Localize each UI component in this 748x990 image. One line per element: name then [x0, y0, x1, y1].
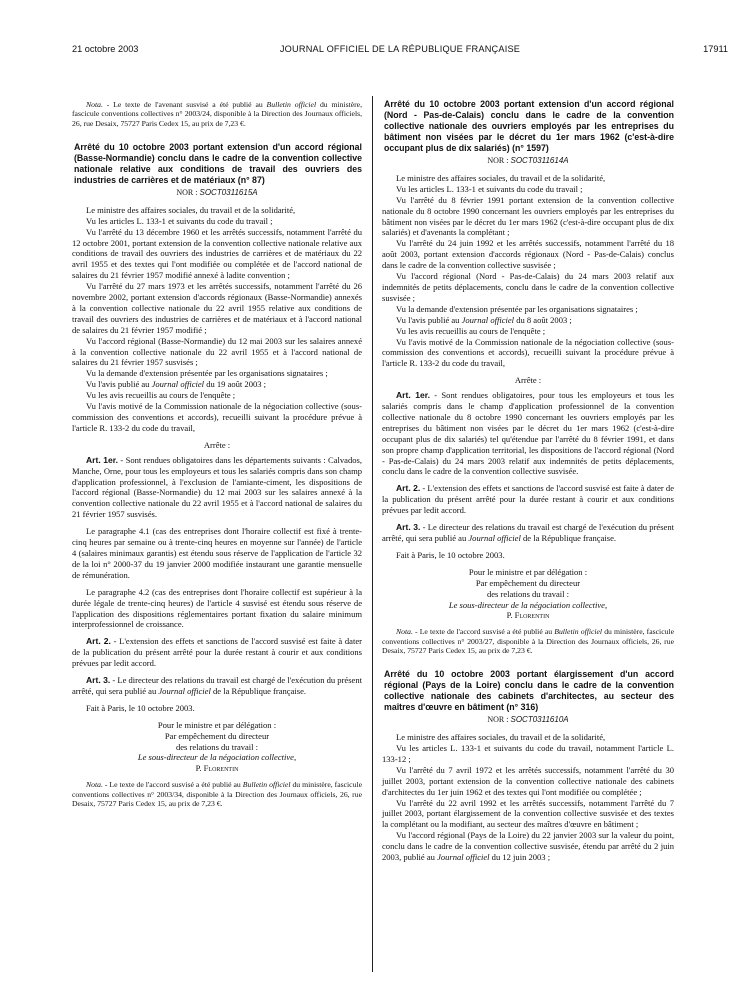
nor-reference: NOR : SOCT0311610A [487, 715, 569, 725]
paragraph-4-2: Le paragraphe 4.2 (cas des entreprises dont l'horaire collectif est supérieur à la durée légale de trente-cinq heures) de l'article 4 susvisé est étendu sous réserve de l'application des dispositions réglementaires portant fixation du salaire minimum interprofessionnel de croissance. [72, 586, 362, 630]
paragraph: Vu l'arrêté du 22 avril 1992 et les arrêtés successifs, notamment l'arrêté du 7 juillet 2003, portant élargissement de la convention collective susvisée et des textes la complétant ou la modifiant, au secteur des maîtres d'œuvre en bâtiment ; [382, 797, 674, 830]
article-2: Art. 2. - L'extension des effets et sanctions de l'accord susvisé est faite à dater de la publication du présent arrêté pour la durée restant à courir et aux conditions prévues par ledit accord. [382, 483, 674, 516]
nota-bottom: Nota. - Le texte de l'accord susvisé a été publié au Bulletin officiel du ministère, fascicule conventions collectives n° 2003/34, disponible à la Direction des Journaux officiels, 26, rue Desaix, 75727 Paris Cedex 15, au prix de 7,23 €. [72, 780, 362, 808]
arrete-heading: Arrête : [514, 375, 542, 386]
signature-block: Pour le ministre et par délégation : Par empêchement du directeur des relations du travail : Le sous-directeur de la négociation collective, P. Florentin [448, 566, 608, 621]
paragraph: Vu l'arrêté du 27 mars 1973 et les arrêtés successifs, notamment l'arrêté du 26 novembre 2002, portant extension d'accords régionaux (Basse-Normandie) annexés à la convention collective nationale du 22 avril 1955 relative aux conditions de travail des ouvriers des industries de carrières et de matériaux et à l'accord national de salaires du 21 février 1957 modifié ; [72, 281, 362, 335]
right-column [382, 99, 674, 863]
decree-title-basse-normandie: Arrêté du 10 octobre 2003 portant extension d'un accord régional (Basse-Normandie) conclu dans le cadre de la convention collective nationale relative aux conditions de travail des ouvriers des industries de carrières et de matériaux (n° 87) [74, 141, 362, 185]
paragraph: Vu les avis recueillis au cours de l'enquête ; [396, 325, 546, 336]
nota: Nota. - Le texte de l'accord susvisé a été publié au Bulletin officiel du ministère, fascicule conventions collectives n° 2003/27, disponible à la Direction des Journaux officiels, 26, rue Desaix, 75727 Paris Cedex 15, au prix de 7,23 €. [382, 627, 675, 655]
arrete-heading: Arrête : [203, 439, 231, 450]
issue-date: 21 octobre 2003 [72, 44, 139, 54]
paragraph: Vu l'avis motivé de la Commission nationale de la négociation collective (sous-commission des conventions et accords), recueilli suivant la procédure prévue à l'article R. 133-2 du code du travail, [382, 336, 674, 369]
signature-block: Pour le ministre et par délégation : Par empêchement du directeur des relations du travail : Le sous-directeur de la négociation collective, P. Florentin [137, 719, 297, 774]
paragraph: Vu la demande d'extension présentée par les organisations signataires ; [396, 303, 638, 314]
paragraph: Vu l'avis publié au Journal officiel du 8 août 2003 ; [396, 314, 572, 325]
nota-top: Nota. - Le texte de l'avenant susvisé a été publié au Bulletin officiel du ministère, fascicule conventions collectives n° 2003/24, disponible à la Direction des Journaux officiels, 26, rue Desaix, 75727 Paris Cedex 15, au prix de 7,23 €. [72, 100, 363, 128]
paragraph: Vu l'accord régional (Nord - Pas-de-Calais) du 24 mars 2003 relatif aux indemnités de petits déplacements, conclu dans le cadre de la convention collective susvisée ; [382, 271, 674, 303]
page-header [72, 44, 728, 58]
paragraph: Le ministre des affaires sociales, du travail et de la solidarité, [396, 172, 606, 183]
decree-title-nord-pas-de-calais: Arrêté du 10 octobre 2003 portant extension d'un accord régional (Nord - Pas-de-Calais) conclu dans le cadre de la convention collective nationale des ouvriers employés par les entreprises du bâtiment non visées par le décret du 1er mars 1962 (c'est-à-dire occupant plus de dix salariés) (n° 1597) [384, 99, 674, 153]
paragraph: Vu l'arrêté du 7 avril 1972 et les arrêtés successifs, notamment l'arrêté du 30 juillet 2003, portant extension de la convention collective nationale des cabinets d'architectes du 1er juin 1962 et des textes qui l'ont modifiée ou complétée ; [382, 764, 674, 797]
paragraph: Vu les articles L. 133-1 et suivants du code du travail ; [396, 183, 583, 194]
article-3: Art. 3. - Le directeur des relations du travail est chargé de l'exécution du présent arrêté, qui sera publié au Journal officiel de la République française. [382, 522, 674, 543]
paragraph: Vu la demande d'extension présentée par les organisations signataires ; [86, 368, 328, 379]
paragraph: Vu les articles L. 133-1 et suivants du code du travail, notamment l'article L. 133-12 ; [382, 743, 674, 764]
decree-title-pays-de-la-loire: Arrêté du 10 octobre 2003 portant élargissement d'un accord régional (Pays de la Loire) conclu dans le cadre de la convention collective nationale des cabinets d'architectes, au secteur des maîtres d'œuvre en bâtiment (n° 316) [384, 669, 674, 713]
paragraph: Le ministre des affaires sociales, du travail et de la solidarité, [86, 204, 296, 215]
nor-reference: NOR : SOCT0311614A [487, 156, 569, 165]
paragraph: Vu l'avis publié au Journal officiel du 19 août 2003 ; [86, 379, 267, 390]
left-column [72, 100, 362, 808]
fait-a-paris: Fait à Paris, le 10 octobre 2003. [86, 702, 195, 713]
paragraph-4-1: Le paragraphe 4.1 (cas des entreprises dont l'horaire collectif est fixé à trente-cinq heures par semaine ou à trente-cinq heures en moyenne sur l'année) de l'article 4 (salaires minimaux garantis) est étendu sous réserve de l'application de l'article 32 de la loi n° 2000-37 du 19 janvier 2000 modifiée instaurant une garantie mensuelle de rémunération. [72, 526, 362, 580]
nor-reference: NOR : SOCT0311615A [176, 187, 258, 197]
paragraph: Vu l'arrêté du 24 juin 1992 et les arrêtés successifs, notamment l'arrêté du 18 août 2003, portant extension d'accords régionaux (Nord - Pas-de-Calais) conclus dans le cadre de la convention collective susvisée ; [382, 238, 674, 271]
paragraph: Vu l'avis motivé de la Commission nationale de la négociation collective (sous-commission des conventions et accords), recueilli suivant la procédure prévue à l'article R. 133-2 du code du travail, [72, 401, 362, 433]
paragraph: Vu les articles L. 133-1 et suivants du code du travail ; [86, 215, 273, 226]
paragraph: Vu les avis recueillis au cours de l'enquête ; [86, 390, 236, 401]
article-2: Art. 2. - L'extension des effets et sanctions de l'accord susvisé est faite à dater de la publication du présent arrêté pour la durée restant à courir et aux conditions prévues par ledit accord. [72, 636, 362, 669]
page-number: 17911 [703, 44, 728, 54]
fait-a-paris: Fait à Paris, le 10 octobre 2003. [396, 549, 505, 560]
paragraph: Vu l'accord régional (Basse-Normandie) du 12 mai 2003 sur les salaires annexé à la convention collective nationale du 22 avril 1955 et à l'accord national de salaires du 21 février 1957 susvisés ; [72, 335, 362, 368]
article-1: Art. 1er. - Sont rendues obligatoires dans les départements suivants : Calvados, Manche, Orne, pour tous les employeurs et tous les salariés compris dans son champ d'application professionnel, à l'exclusion de l'amiante-ciment, les dispositions de l'accord régional (Basse-Normandie) du 12 mai 2003 sur les salaires annexé à la convention collective nationale du 22 avril 1955 et à l'accord national de salaires du 21 février 1957 susvisés. [72, 454, 362, 520]
article-3: Art. 3. - Le directeur des relations du travail est chargé de l'exécution du présent arrêté, qui sera publié au Journal officiel de la République française. [72, 675, 362, 696]
paragraph: Le ministre des affaires sociales, du travail et de la solidarité, [396, 732, 606, 743]
paragraph: Vu l'arrêté du 13 décembre 1960 et les arrêtés successifs, notamment l'arrêté du 12 octobre 2001, portant extension de la convention collective nationale relative aux conditions de travail des ouvriers des industries de carrières et de matériaux du 22 avril 1955 et des textes qui l'ont modifiée ou complétée et de l'accord national de salaires du 21 février 1957 modifié annexé à ladite convention ; [72, 226, 362, 281]
article-1: Art. 1er. - Sont rendues obligatoires, pour tous les employeurs et tous les salariés compris dans le champ d'application professionnel de la convention collective nationale du 8 octobre 1990 concernant les ouvriers employés par les entreprises du bâtiment non visées par le décret du 1er mars 1962 (c'est-à-dire occupant plus de dix salariés) tel qu'étendue par l'arrêté du 8 février 1991, et dans son propre champ d'application territorial, les dispositions de l'accord régional (Nord - Pas-de-Calais) du 24 mars 2003 relatif aux indemnités de petits déplacements, conclu dans le cadre de la convention collective susvisée. [382, 390, 674, 477]
paragraph: Vu l'arrêté du 8 février 1991 portant extension de la convention collective nationale du 8 octobre 1990 concernant les ouvriers employés par les entreprises du bâtiment non visées par le décret du 1er mars 1962 (c'est-à-dire occupant plus de dix salariés) et d'avenants la complétant ; [382, 194, 674, 238]
column-divider [372, 96, 373, 972]
journal-title: JOURNAL OFFICIEL DE LA RÉPUBLIQUE FRANÇAISE [279, 44, 521, 54]
paragraph: Vu l'accord régional (Pays de la Loire) du 22 janvier 2003 sur la valeur du point, conclu dans le cadre de la convention collective susvisée, étendu par arrêté du 2 juin 2003, publié au Journal officiel du 12 juin 2003 ; [382, 830, 674, 863]
